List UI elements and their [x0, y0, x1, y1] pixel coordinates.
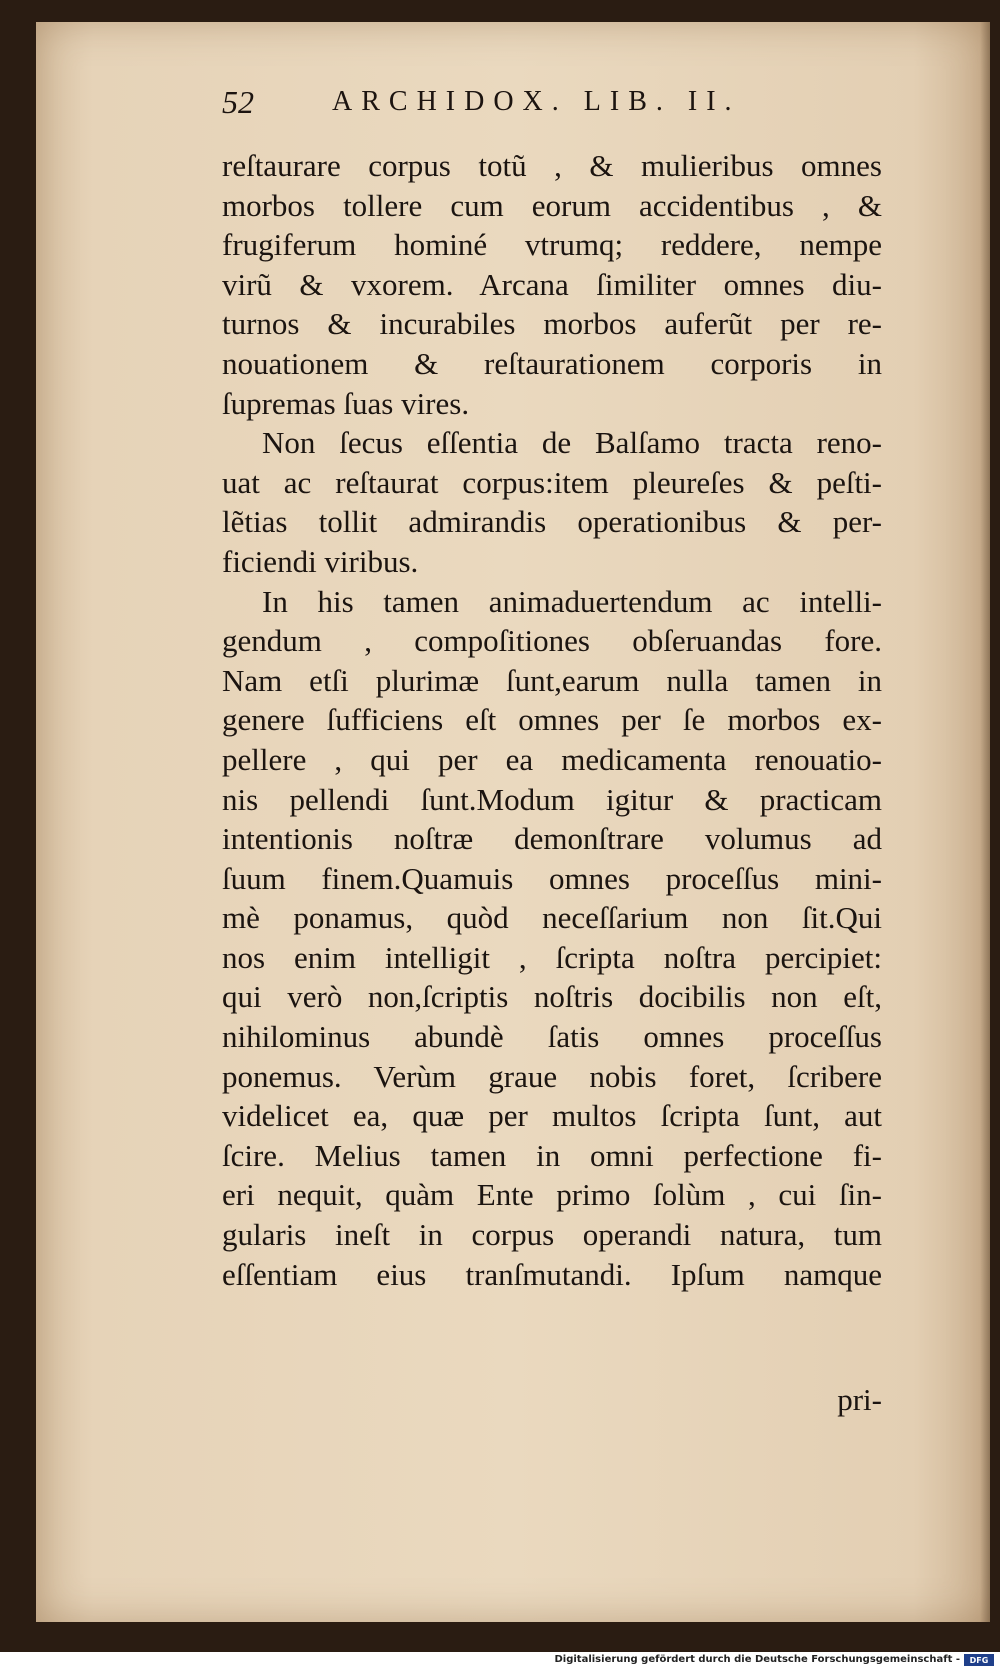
text-line: nihilominus abundè ſatis omnes proceſſus [222, 1019, 882, 1055]
text-line: morbos tollere cum eorum accidentibus , & [222, 187, 882, 223]
text-line: nos enim intelligit , ſcripta noſtra percipiet: [222, 939, 882, 975]
dfg-logo [964, 1654, 994, 1666]
text-line: eſſentiam eius tranſmutandi. Ipſum namque [222, 1256, 882, 1292]
text-line: ponemus. Verùm graue nobis foret, ſcribere [222, 1058, 882, 1094]
page-edge [980, 22, 990, 1622]
text-line: turnos & incurabiles morbos auferũt per re- [222, 306, 882, 342]
text-line: eri nequit, quàm Ente primo ſolùm , cui ſin- [222, 1177, 882, 1213]
text-line: lẽtias tollit admirandis operationibus & per- [222, 504, 882, 540]
text-line: nouationem & reſtaurationem corporis in [222, 345, 882, 381]
text-line: mè ponamus, quòd neceſſarium non ſit.Qui [222, 900, 882, 936]
text-line: frugiferum hominé vtrumq; reddere, nempe [222, 227, 882, 263]
text-line: gularis ineſt in corpus operandi natura, tum [222, 1217, 882, 1253]
text-line: virũ & vxorem. Arcana ſimiliter omnes diu- [222, 266, 882, 302]
text-line: reſtaurare corpus totũ , & mulieribus omnes [222, 148, 882, 183]
page-header [222, 84, 872, 132]
text-line: genere ſufficiens eſt omnes per ſe morbos ex- [222, 702, 882, 738]
text-line: gendum , compoſitiones obſeruandas fore. [222, 623, 882, 659]
funding-credit: Digitalisierung gefördert durch die Deutsche Forschungsgemeinschaft - [554, 1654, 960, 1665]
dfg-logo-text: DFG [969, 1655, 989, 1665]
text-line: ſupremas ſuas vires. [222, 385, 470, 421]
footer-bar [0, 1652, 1000, 1669]
running-title: ARCHIDOX. LIB. II. [332, 86, 741, 117]
text-line: Non ſecus eſſentia de Balſamo tracta reno- [262, 425, 882, 461]
text-line: ſuum finem.Quamuis omnes proceſſus mini- [222, 860, 882, 896]
text-line: In his tamen animaduertendum ac intelli- [262, 583, 882, 619]
text-line: uat ac reſtaurat corpus:item pleureſes & peſti- [222, 464, 882, 500]
page-number: 52 [222, 84, 254, 120]
body-text [222, 146, 882, 1294]
text-line: ſcire. Melius tamen in omni perfectione fi- [222, 1137, 882, 1173]
text-line: pellere , qui per ea medicamenta renouatio- [222, 741, 882, 777]
text-line: videlicet ea, quæ per multos ſcripta ſunt, aut [222, 1098, 882, 1134]
text-line: intentionis noſtræ demonſtrare volumus ad [222, 821, 882, 857]
text-line: nis pellendi ſunt.Modum igitur & practicam [222, 781, 882, 817]
catchword: pri- [837, 1382, 882, 1417]
text-line: qui verò non,ſcriptis noſtris docibilis non eſt, [222, 979, 882, 1015]
text-line: Nam etſi plurimæ ſunt,earum nulla tamen in [222, 662, 882, 698]
text-line: ficiendi viribus. [222, 543, 419, 579]
